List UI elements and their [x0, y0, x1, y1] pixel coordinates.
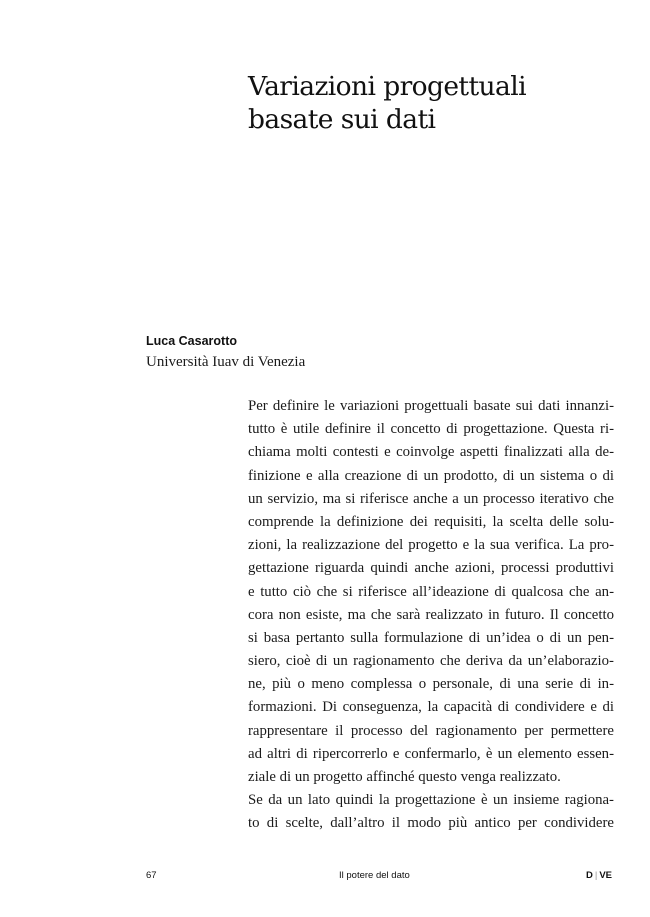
publisher-mark-separator: | [594, 870, 598, 881]
chapter-title [248, 70, 526, 136]
body-line: un servizio, ma si riferisce anche a un processo iterativo che [248, 490, 614, 507]
chapter-title-line-2: basate sui dati [248, 104, 436, 135]
body-line: comprende la definizione dei requisiti, la scelta delle solu- [248, 513, 614, 530]
body-line: siero, cioè di un ragionamento che deriva da un’elaborazio- [248, 653, 614, 670]
body-line: ne, più o meno complessa o personale, di una serie di in- [248, 676, 614, 693]
author-name: Luca Casarotto [146, 334, 237, 348]
body-line: zioni, la realizzazione del progetto e la sua verifica. La pro- [248, 537, 614, 554]
body-line: cora non esiste, ma che sarà realizzato in futuro. Il concetto [248, 606, 614, 623]
body-line: rappresentare il processo del ragionamento per permettere [248, 722, 614, 739]
page-number: 67 [146, 870, 157, 881]
body-line: formazioni. Di conseguenza, la capacità di condividere e di [248, 699, 614, 716]
body-line: to di scelte, dall’altro il modo più antico per condividere [248, 815, 614, 832]
body-paragraph [248, 395, 614, 836]
body-line: si basa pertanto sulla formulazione di un’idea o di un pen- [248, 629, 614, 646]
body-line: ad altri di ripercorrerlo e confermarlo, è un elemento essen- [248, 745, 614, 762]
body-line: Se da un lato quindi la progettazione è un insieme ragiona- [248, 792, 614, 809]
publisher-mark [586, 870, 612, 882]
running-title: Il potere del dato [339, 870, 410, 881]
body-line: ziale di un progetto affinché questo venga realizzato. [248, 769, 561, 785]
body-line: Per definire le variazioni progettuali basate sui dati innanzi- [248, 398, 614, 414]
author-affiliation: Università Iuav di Venezia [146, 354, 306, 370]
chapter-title-line-1: Variazioni progettuali [248, 71, 526, 102]
body-line: gettazione riguarda quindi anche azioni, processi produttivi [248, 560, 614, 577]
body-line: finizione e alla creazione di un prodotto, di un sistema o di [248, 467, 614, 484]
body-line: e tutto ciò che si riferisce all’ideazione di qualcosa che an- [248, 583, 614, 600]
body-line: tutto è utile definire il concetto di progettazione. Questa ri- [248, 421, 614, 438]
publisher-mark-left: D [585, 870, 593, 881]
body-line: chiama molti contesti e coinvolge aspetti finalizzati alla de- [248, 444, 614, 461]
publisher-mark-right: VE [599, 870, 612, 881]
